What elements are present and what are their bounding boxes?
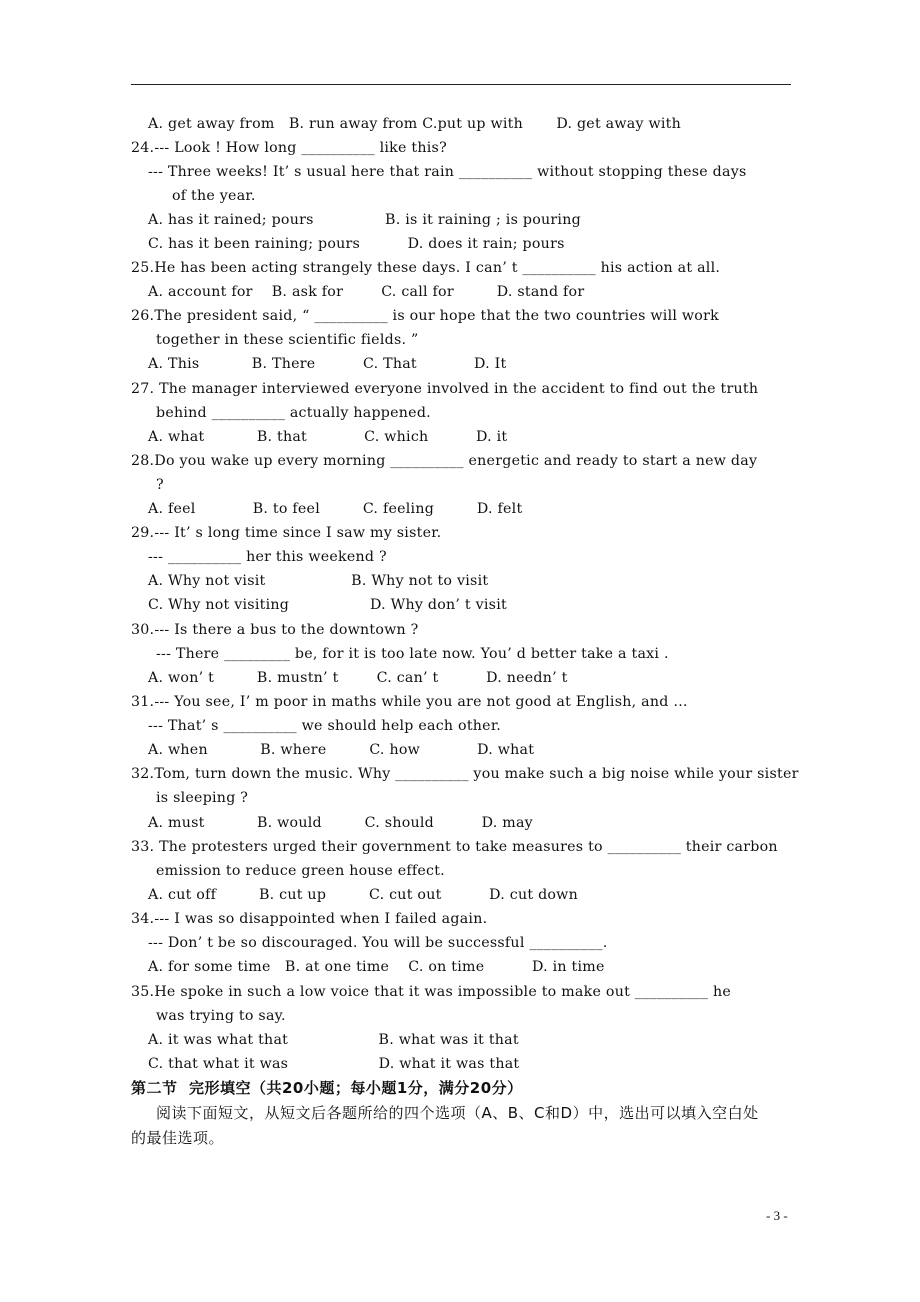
q24-reply: --- Three weeks! It’ s usual here that rain __________ without stopping these days <box>148 164 747 180</box>
q35-question: 35.He spoke in such a low voice that it was impossible to make out __________ he <box>131 984 732 1000</box>
q32-question-cont: is sleeping ? <box>156 790 249 806</box>
q27-question-cont: behind __________ actually happened. <box>156 405 431 421</box>
q25-question: 25.He has been acting strangely these days. I can’ t __________ his action at all. <box>131 260 721 276</box>
q29-question: 29.--- It’ s long time since I saw my sister. <box>131 525 442 541</box>
q23-options: A. get away from B. run away from C.put up with D. get away with <box>148 116 682 132</box>
q28-question-cont: ? <box>156 477 164 493</box>
q24-options-ab: A. has it rained; pours B. is it raining ; is pouring <box>148 212 581 228</box>
q27-question: 27. The manager interviewed everyone involved in the accident to find out the truth <box>131 381 759 397</box>
q30-reply: --- There _________ be, for it is too late now. You’ d better take a taxi . <box>156 646 669 662</box>
q34-reply: --- Don’ t be so discouraged. You will be successful __________. <box>148 935 608 951</box>
q28-question: 28.Do you wake up every morning __________ energetic and ready to start a new day <box>131 453 758 469</box>
q35-question-cont: was trying to say. <box>156 1008 286 1024</box>
q30-question: 30.--- Is there a bus to the downtown ? <box>131 622 419 638</box>
q29-options-ab: A. Why not visit B. Why not to visit <box>148 573 489 589</box>
q26-options: A. This B. There C. That D. It <box>148 356 507 372</box>
q35-options-ab: A. it was what that B. what was it that <box>148 1032 519 1048</box>
q34-question: 34.--- I was so disappointed when I failed again. <box>131 911 488 927</box>
q24-options-cd: C. has it been raining; pours D. does it rain; pours <box>148 236 565 252</box>
q24-reply-cont: of the year. <box>172 188 256 204</box>
section-instructions: 阅读下面短文，从短文后各题所给的四个选项（A、B、C和D）中，选出可以填入空白处 <box>156 1104 759 1122</box>
q30-options: A. won’ t B. mustn’ t C. can’ t D. needn’ t <box>148 670 568 686</box>
q31-options: A. when B. where C. how D. what <box>148 742 535 758</box>
q32-options: A. must B. would C. should D. may <box>148 815 533 831</box>
q33-options: A. cut off B. cut up C. cut out D. cut down <box>148 887 578 903</box>
q26-question-cont: together in these scientific fields. ” <box>156 332 419 348</box>
q29-reply: --- __________ her this weekend ? <box>148 549 387 565</box>
q24-question: 24.--- Look ! How long __________ like this? <box>131 140 447 156</box>
q31-reply: --- That’ s __________ we should help each other. <box>148 718 502 734</box>
q33-question-cont: emission to reduce green house effect. <box>156 863 445 879</box>
page-number: - 3 - <box>766 1208 788 1223</box>
section-instructions-cont: 的最佳选项。 <box>131 1129 225 1147</box>
header-rule <box>131 84 791 85</box>
q33-question: 33. The protesters urged their government to take measures to __________ their carbon <box>131 839 778 855</box>
q28-options: A. feel B. to feel C. feeling D. felt <box>148 501 523 517</box>
q29-options-cd: C. Why not visiting D. Why don’ t visit <box>148 597 507 613</box>
q34-options: A. for some time B. at one time C. on time D. in time <box>148 959 605 975</box>
section-heading: 第二节 完形填空（共20小题；每小题1分，满分20分） <box>131 1079 523 1097</box>
q32-question: 32.Tom, turn down the music. Why __________ you make such a big noise while your sister <box>131 766 799 782</box>
q27-options: A. what B. that C. which D. it <box>148 429 508 445</box>
q35-options-cd: C. that what it was D. what it was that <box>148 1056 520 1072</box>
q25-options: A. account for B. ask for C. call for D. stand for <box>148 284 585 300</box>
q31-question: 31.--- You see, I’ m poor in maths while you are not good at English, and … <box>131 694 688 710</box>
q26-question: 26.The president said, “ __________ is our hope that the two countries will work <box>131 308 719 324</box>
